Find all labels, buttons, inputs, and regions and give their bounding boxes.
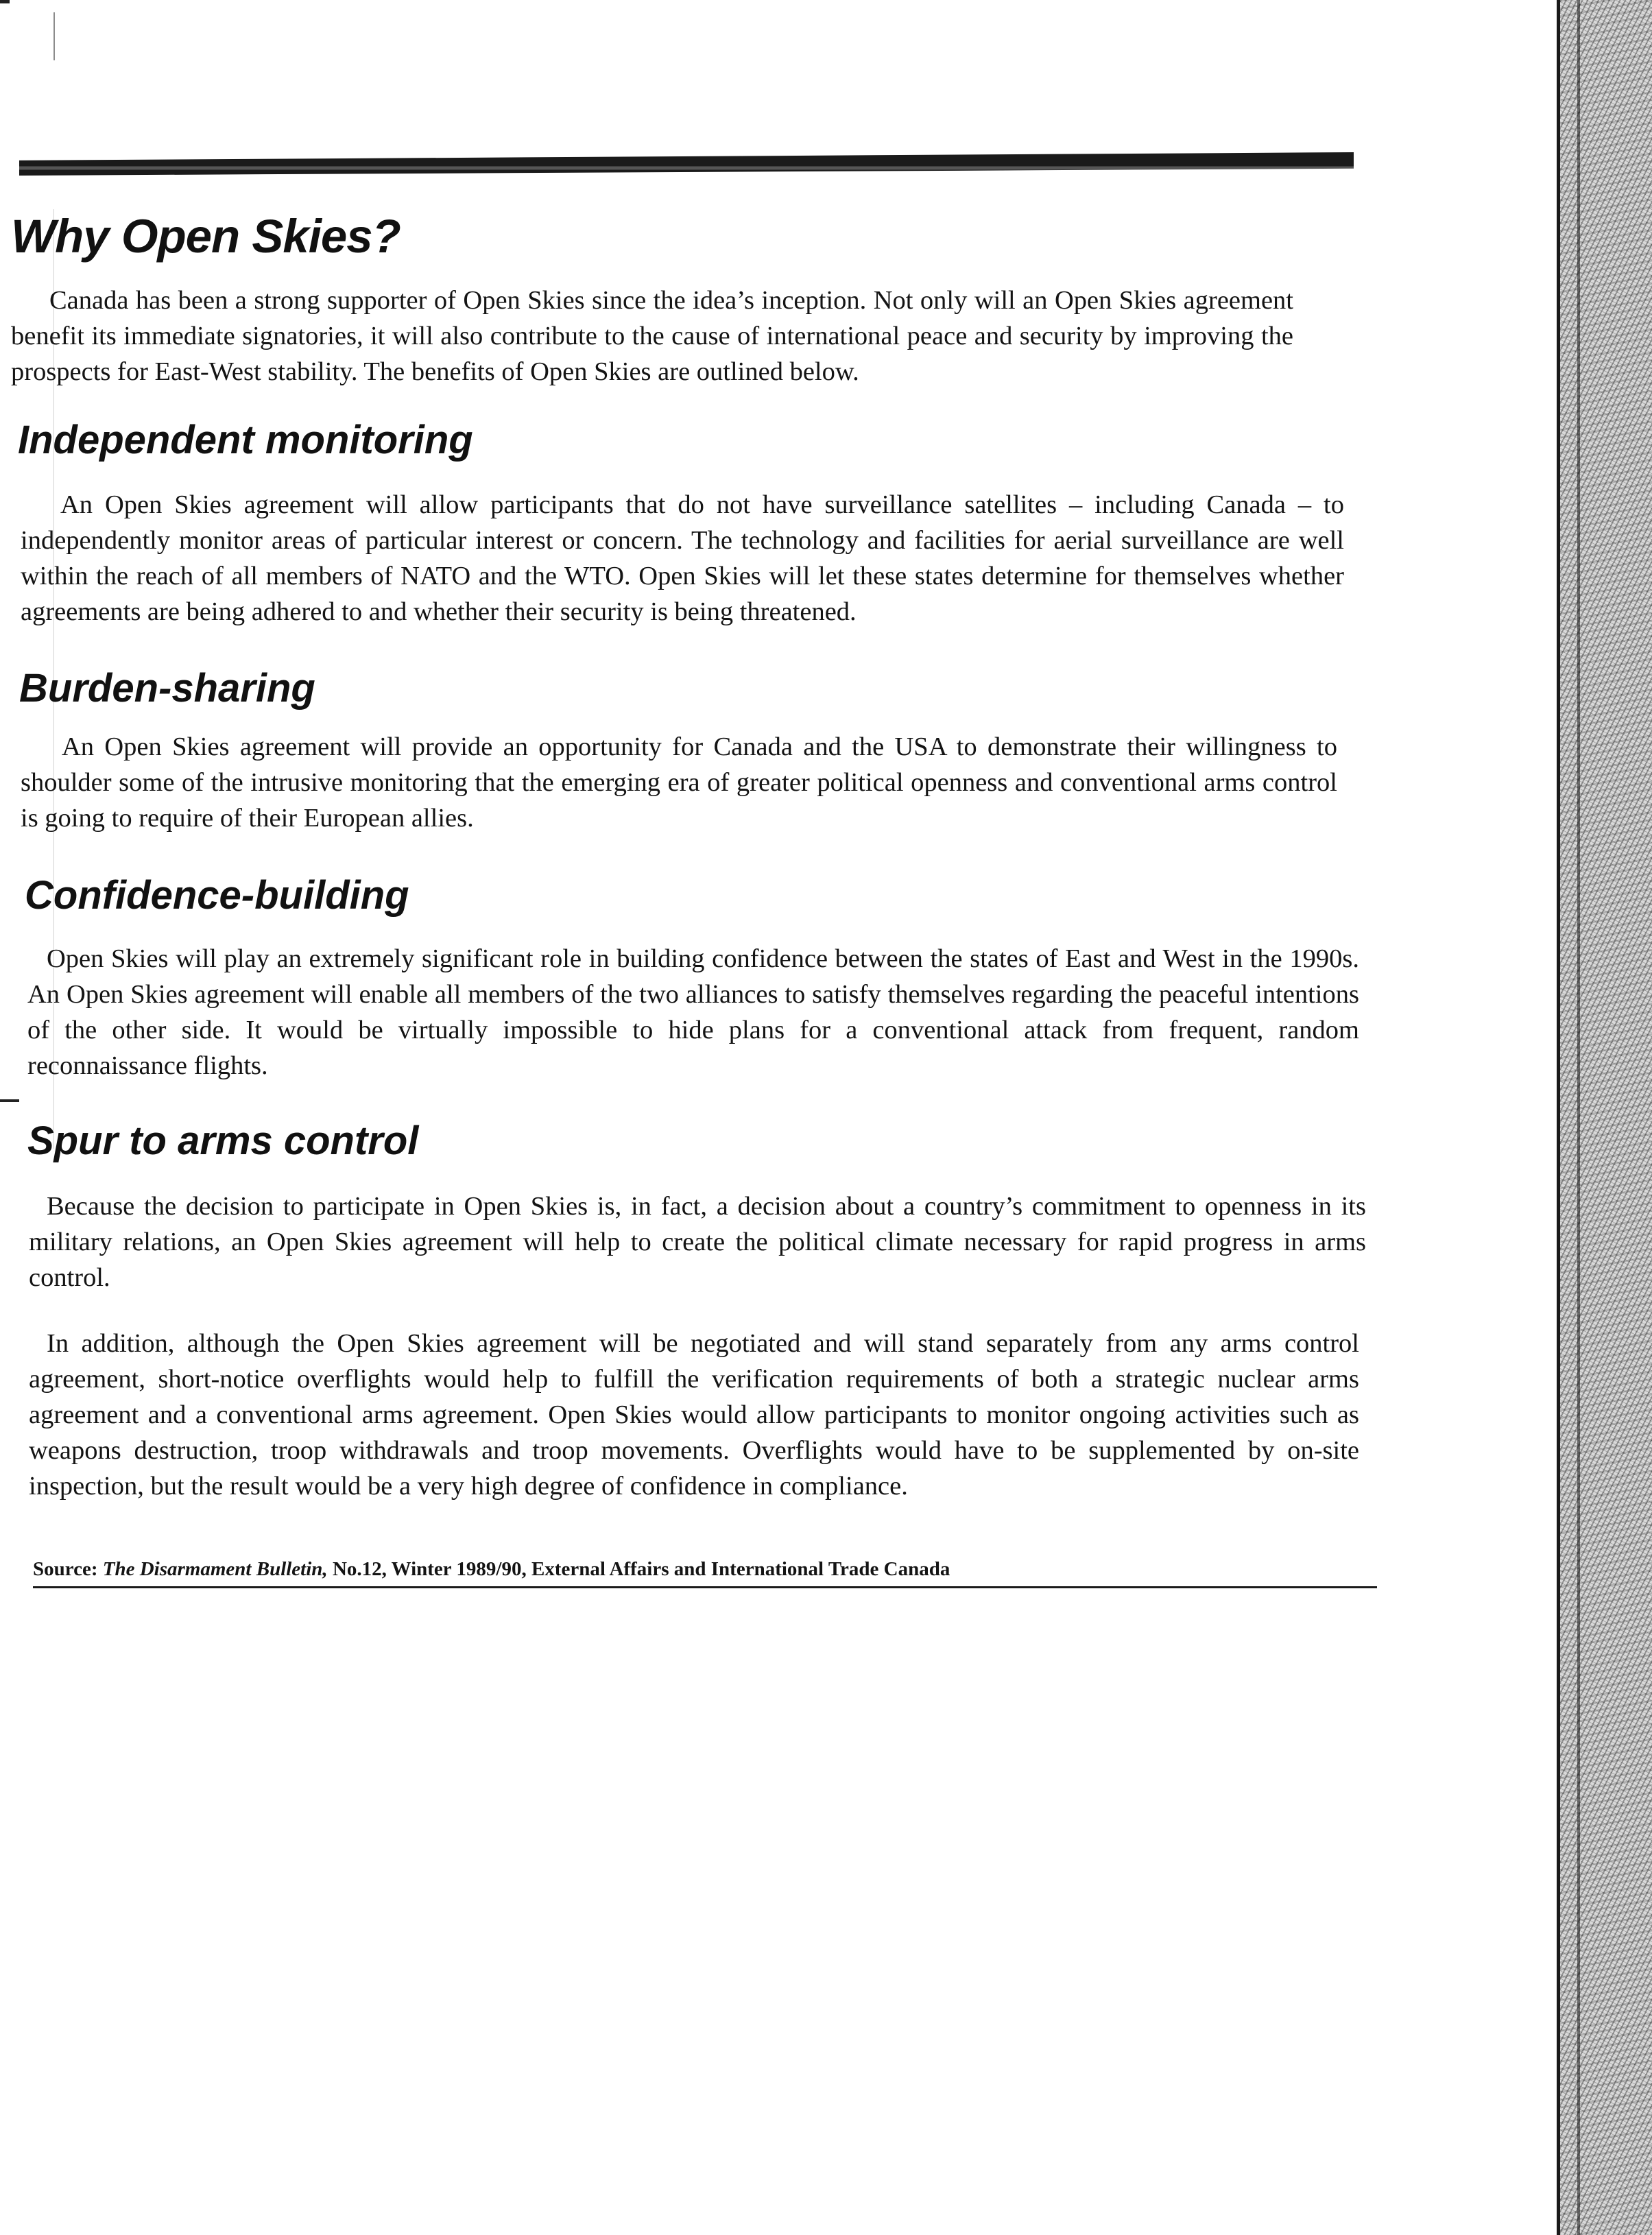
section-heading-burden-sharing: Burden-sharing [19, 666, 315, 710]
section-paragraph-burden-sharing: An Open Skies agreement will provide an opportunity for Canada and the USA to demonstrate their willingness to shoulder some of the intrusive monitoring that the emerging era of greater political openness and conventional arms control is going to require of their European allies. [21, 732, 1337, 833]
source-publication: The Disarmament Bulletin, [102, 1558, 328, 1580]
section-paragraph-spur-1: Because the decision to participate in Open Skies is, in fact, a decision about a country’s commitment to openness in its military relations, an Open Skies agreement will help to create the political climate necessary for rapid progress in arms control. [29, 1192, 1366, 1292]
page-edge-scan-noise [1560, 0, 1652, 2235]
section-paragraph-independent-monitoring: An Open Skies agreement will allow participants that do not have surveillance satellites – including Canada – to independently monitor areas of particular interest or concern. The technology and facilities for aerial surveillance are well within the reach of all members of NATO and the WTO. Open Skies will let these states determine for themselves whether agreements are being adhered to and whether their security is being threatened. [21, 490, 1344, 626]
section-paragraph-confidence-building: Open Skies will play an extremely significant role in building confidence between the states of East and West in the 1990s. An Open Skies agreement will enable all members of the two alliances to satisfy themselves regarding the peaceful intentions of the other side. It would be virtually impossible to hide plans for a conventional attack from frequent, random reconnaissance flights. [27, 944, 1359, 1080]
section-heading-spur-to-arms-control: Spur to arms control [27, 1119, 419, 1163]
intro-paragraph: Canada has been a strong supporter of Open Skies since the idea’s inception. Not only will an Open Skies agreement benefit its immediate signatories, it will also contribute to the cause of international peace and security by improving the prospects for East-West stability. The benefits of Open Skies are outlined below. [11, 286, 1293, 386]
page-edge-line [1577, 0, 1580, 2235]
page-title: Why Open Skies? [11, 210, 400, 263]
scan-artifact-line [53, 12, 55, 60]
section-heading-independent-monitoring: Independent monitoring [18, 418, 473, 462]
source-details: No.12, Winter 1989/90, External Affairs and International Trade Canada [332, 1558, 950, 1580]
source-citation [33, 1558, 1377, 1588]
source-label: Source: [33, 1558, 98, 1580]
section-paragraph-spur-2: In addition, although the Open Skies agreement will be negotiated and will stand separately from any arms control agreement, short-notice overflights would help to fulfill the verification requirements of both a strategic nuclear arms agreement and a conventional arms agreement. Open Skies would allow participants to monitor ongoing activities such as weapons destruction, troop withdrawals and troop movements. Overflights would have to be supplemented by on-site inspection, but the result would be a very high degree of confidence in compliance. [29, 1329, 1359, 1501]
corner-tick-mark [0, 0, 10, 3]
header-rule [19, 152, 1354, 176]
margin-tick-mark [0, 1099, 19, 1102]
section-heading-confidence-building: Confidence-building [25, 873, 409, 918]
